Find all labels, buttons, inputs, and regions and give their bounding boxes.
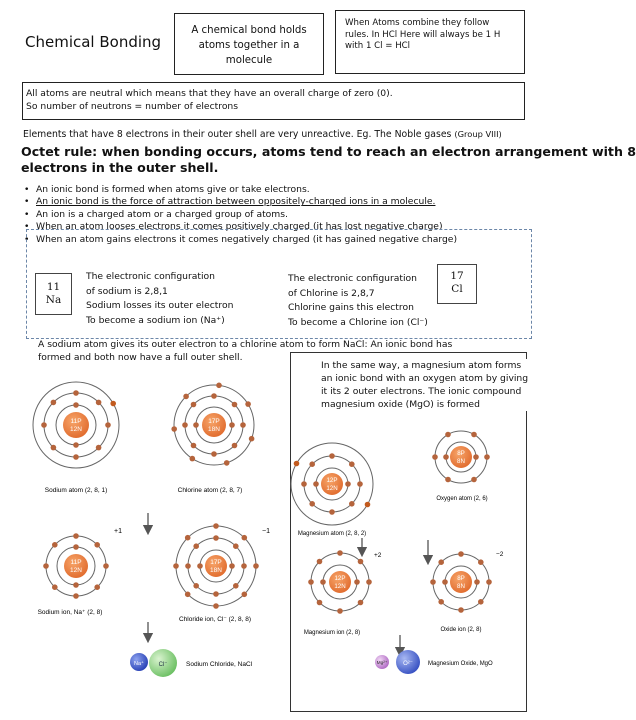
nacl-label: Sodium Chloride, NaCl xyxy=(186,661,253,668)
electron xyxy=(458,551,464,557)
definition-line: molecule xyxy=(225,55,273,66)
sodium-line: Sodium losses its outer electron xyxy=(86,300,234,311)
bullet-item: • When an atom gains electrons it comes negatively charged (it has gained negative charge) xyxy=(23,234,457,246)
nacl-line: formed and both now have a full outer shell. xyxy=(38,352,243,363)
neutral-line: All atoms are neutral which means that they have an overall charge of zero (0). xyxy=(26,88,393,99)
electron xyxy=(94,584,100,590)
electron xyxy=(432,454,438,460)
bullet-item: • When an atom looses electrons it comes positively charged (it has lost negative charge) xyxy=(23,221,457,233)
electron xyxy=(253,563,259,569)
electron xyxy=(211,451,217,457)
chlorine-line: of Chlorine is 2,8,7 xyxy=(288,287,375,299)
nucleus-proton: 11P xyxy=(70,559,82,566)
electron xyxy=(216,383,222,389)
electron xyxy=(213,591,219,597)
electron xyxy=(73,402,79,408)
electron xyxy=(317,600,323,606)
sodium-ion-label: Sodium ion, Na⁺ (2, 8) xyxy=(37,609,103,616)
electron xyxy=(430,579,436,585)
bullet-item: • An ionic bond is formed when atoms give or take electrons. xyxy=(23,184,457,196)
electron xyxy=(51,400,57,406)
electron xyxy=(229,563,235,569)
electron xyxy=(345,481,351,487)
electron xyxy=(96,400,102,406)
electron xyxy=(242,592,248,598)
electron xyxy=(110,401,116,407)
electron xyxy=(73,390,79,396)
octet-line: electrons in the outer shell. xyxy=(21,160,219,175)
electron xyxy=(329,453,335,459)
bullet-item: • An ionic bond is the force of attraction between oppositely-charged ions in a molecule. xyxy=(23,196,457,208)
electron xyxy=(458,607,464,613)
electron xyxy=(191,443,197,449)
magnesium-ion-label: Magnesium ion (2, 8) xyxy=(303,630,361,636)
electron xyxy=(329,509,335,515)
hcl-note-box xyxy=(335,10,525,74)
magnesium-ion-charge: +2 xyxy=(374,552,382,559)
electron xyxy=(443,454,449,460)
electron xyxy=(354,579,360,585)
electron xyxy=(52,584,58,590)
chlorine-line: Chlorine gains this electron xyxy=(288,302,414,313)
noble-gases-line xyxy=(23,129,502,140)
electron xyxy=(365,502,371,508)
electron xyxy=(51,445,57,451)
electron xyxy=(349,501,355,507)
electron xyxy=(73,544,79,550)
electron xyxy=(471,432,477,438)
chloride-ion-charge: −1 xyxy=(262,528,270,535)
oxide-ion-charge: −2 xyxy=(496,551,504,558)
page-title: Chemical Bonding xyxy=(25,33,162,51)
electron xyxy=(337,550,343,556)
electron xyxy=(320,579,326,585)
mgo-diagram xyxy=(290,420,527,712)
mgo-line: it its 2 outer electrons. The ionic compound xyxy=(321,386,522,397)
electron xyxy=(445,477,451,483)
mgo-line: magnesium oxide (MgO) is formed xyxy=(321,399,480,410)
electron xyxy=(245,401,251,407)
oxide-sphere-label: O²⁻ xyxy=(403,661,413,667)
electron xyxy=(229,422,235,428)
neutral-line: So number of neutrons = number of electrons xyxy=(26,101,239,112)
electron xyxy=(349,461,355,467)
electron xyxy=(73,454,79,460)
electron xyxy=(232,402,238,408)
electron xyxy=(233,583,239,589)
chlorine-symbol: Cl xyxy=(451,283,463,295)
electron xyxy=(478,559,484,565)
chloride-ion-label: Chloride ion, Cl⁻ (2, 8, 8) xyxy=(178,616,252,623)
electron xyxy=(173,563,179,569)
electron xyxy=(182,422,188,428)
mgo-line: an ionic bond with an oxygen atom by giving xyxy=(321,373,529,384)
nucleus-proton: 17P xyxy=(210,559,222,566)
electron xyxy=(213,523,219,529)
noble-text: Elements that have 8 electrons in their outer shell are very unreactive. Eg. The Noble gases xyxy=(23,129,452,140)
sodium-symbol: Na xyxy=(45,294,62,306)
electron xyxy=(52,542,58,548)
electron xyxy=(103,563,109,569)
oxide-ion-label: Oxide ion (2, 8) xyxy=(440,627,482,633)
definition-box xyxy=(174,13,324,75)
nucleus-proton: 12P xyxy=(326,477,338,484)
electron xyxy=(224,460,230,466)
nucleus-proton: 11P xyxy=(70,418,82,425)
nacl-line: A sodium atom gives its outer electron to a chlorine atom to form NaCl: An ionic bond has xyxy=(38,339,453,350)
electron xyxy=(438,599,444,605)
nucleus-neutron: 12N xyxy=(334,583,346,590)
chlorine-element-tile xyxy=(437,264,477,304)
electron xyxy=(301,481,307,487)
nucleus-proton: 8P xyxy=(457,575,465,582)
electron xyxy=(211,393,217,399)
electron xyxy=(471,477,477,483)
bullet-item: • An ion is a charged atom or a charged group of atoms. xyxy=(23,209,457,221)
electron xyxy=(357,481,363,487)
mgo-line: In the same way, a magnesium atom forms xyxy=(321,360,522,371)
electron xyxy=(213,603,219,609)
nucleus-proton: 8P xyxy=(457,450,465,457)
magnesium-atom-label: Magnesium atom (2, 8, 2) xyxy=(297,531,367,537)
electron xyxy=(294,461,300,467)
magnesium-sphere-label: Mg²⁺ xyxy=(376,661,388,666)
electron xyxy=(94,542,100,548)
chlorine-atom-label: Chlorine atom (2, 8, 7) xyxy=(177,487,243,494)
mgo-text xyxy=(321,359,528,411)
electron xyxy=(474,579,480,585)
chlorine-line: The electronic configuration xyxy=(288,273,418,284)
nucleus-neutron: 8N xyxy=(457,583,465,590)
electron xyxy=(41,422,47,428)
chloride-sphere-label: Cl⁻ xyxy=(158,662,168,668)
electron xyxy=(213,535,219,541)
electron xyxy=(171,426,177,432)
electron xyxy=(249,436,255,442)
nucleus-proton: 17P xyxy=(208,418,220,425)
sodium-atom-label: Sodium atom (2, 8, 1) xyxy=(44,487,108,494)
nucleus-neutron: 12N xyxy=(70,426,82,433)
electron xyxy=(73,442,79,448)
sodium-sphere-label: Na⁺ xyxy=(134,661,144,667)
electron xyxy=(73,533,79,539)
hcl-note-line: with 1 Cl = HCl xyxy=(345,41,411,52)
electron xyxy=(232,443,238,449)
electron xyxy=(193,543,199,549)
noble-group: (Group VIII) xyxy=(454,129,502,139)
oxygen-atom-label: Oxygen atom (2, 6) xyxy=(436,496,488,502)
electron xyxy=(105,422,111,428)
chlorine-line: To become a Chlorine ion (Cl⁻) xyxy=(288,316,428,328)
electron xyxy=(73,582,79,588)
electron xyxy=(358,600,364,606)
electron xyxy=(366,579,372,585)
sodium-ion-nucleus xyxy=(64,554,88,578)
electron xyxy=(442,579,448,585)
hcl-note-line: When Atoms combine they follow xyxy=(345,18,490,28)
electron xyxy=(445,432,451,438)
electron xyxy=(96,445,102,451)
electron xyxy=(193,583,199,589)
electron xyxy=(309,461,315,467)
sodium-ion-charge: +1 xyxy=(114,528,122,535)
electron xyxy=(197,563,203,569)
nacl-diagram xyxy=(0,370,290,715)
electron xyxy=(185,592,191,598)
electron xyxy=(473,454,479,460)
electron xyxy=(191,402,197,408)
electron xyxy=(484,454,490,460)
electron xyxy=(183,394,189,400)
electron xyxy=(317,559,323,565)
electron xyxy=(337,608,343,614)
hcl-note-line: rules. In HCl Here will always be 1 H xyxy=(345,29,501,40)
electron xyxy=(438,559,444,565)
electron xyxy=(185,563,191,569)
sodium-line: To become a sodium ion (Na⁺) xyxy=(86,314,225,326)
chlorine-info xyxy=(288,272,428,330)
chlorine-nucleus xyxy=(202,413,226,437)
neutral-atoms-box xyxy=(22,82,525,120)
electron xyxy=(43,563,49,569)
electron xyxy=(185,535,191,541)
sodium-line: The electronic configuration xyxy=(86,271,216,282)
nucleus-neutron: 8N xyxy=(457,458,465,465)
electron xyxy=(233,543,239,549)
electron xyxy=(478,599,484,605)
nucleus-proton: 12P xyxy=(334,575,346,582)
mgo-label: Magnesium Oxide, MgO xyxy=(428,661,493,667)
definition-line: atoms together in a xyxy=(198,40,300,51)
electron xyxy=(308,579,314,585)
sodium-info xyxy=(86,270,233,328)
electron xyxy=(358,559,364,565)
sodium-element-tile xyxy=(35,273,72,315)
octet-line: Octet rule: when bonding occurs, atoms tend to reach an electron arrangement with 8 xyxy=(21,144,636,159)
electron xyxy=(486,579,492,585)
electron xyxy=(242,535,248,541)
electron xyxy=(313,481,319,487)
sodium-atomic-number: 11 xyxy=(46,281,61,293)
chlorine-atomic-number: 17 xyxy=(450,270,464,282)
electron xyxy=(309,501,315,507)
electron xyxy=(73,593,79,599)
nucleus-neutron: 18N xyxy=(210,567,222,574)
nucleus-neutron: 18N xyxy=(208,426,220,433)
definition-line: A chemical bond holds xyxy=(191,25,307,36)
sodium-nucleus xyxy=(63,412,89,438)
nucleus-neutron: 12N xyxy=(326,485,338,492)
electron xyxy=(193,422,199,428)
electron xyxy=(241,563,247,569)
electron xyxy=(190,456,196,462)
electron xyxy=(240,422,246,428)
sodium-line: of sodium is 2,8,1 xyxy=(86,285,168,297)
octet-rule xyxy=(21,144,636,176)
nucleus-neutron: 12N xyxy=(70,567,82,574)
